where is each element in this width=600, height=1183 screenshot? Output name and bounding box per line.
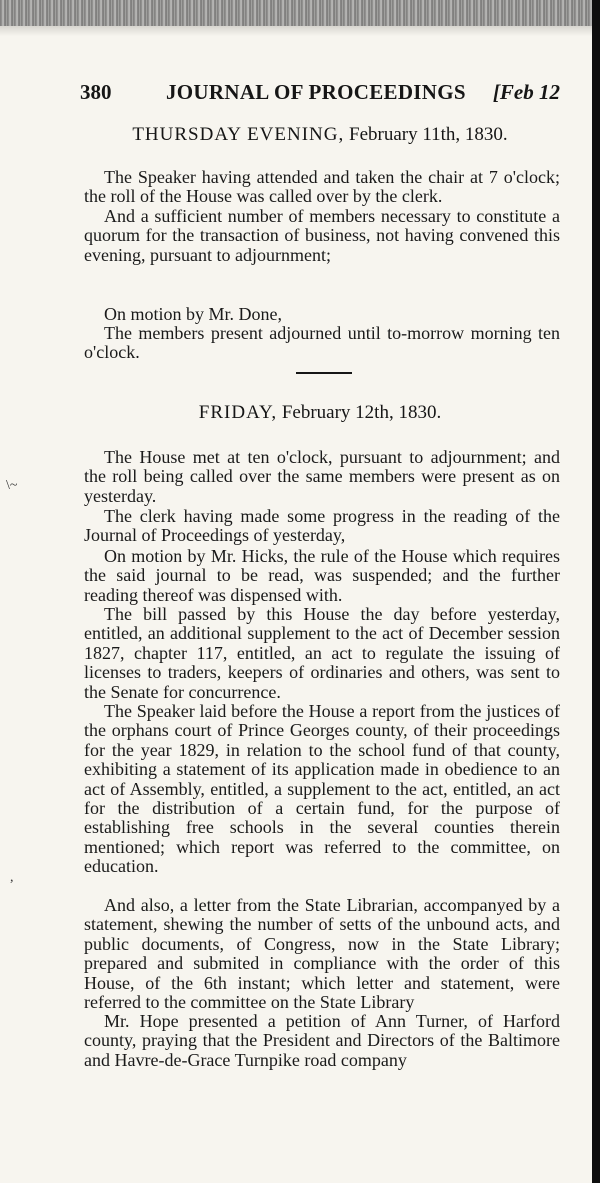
paragraph: The clerk having made some progress in the reading of the Journal of Proceedings of yesterday,: [84, 506, 560, 546]
session-day: THURSDAY EVENING,: [132, 124, 345, 145]
paragraph: The Speaker laid before the House a report from the justices of the orphans court of Prince Georges county, of their proceedings for the year 1829, in relation to the school fund of that county, exhibiting a statement of its application made in obedience to an act of Assembly, entitled, a supplement to the act, entitled, an act for the distribution of a certain fund, for the purpose of establishing free schools in the several counties therein mentioned; which report was referred to the committee, on education.: [84, 701, 560, 877]
running-title: JOURNAL OF PROCEEDINGS: [166, 80, 466, 104]
margin-mark: ,: [10, 870, 14, 885]
paragraph: The Speaker having attended and taken the chair at 7 o'clock; the roll of the House was called over by the clerk.: [84, 167, 560, 207]
paragraph: The House met at ten o'clock, pursuant to adjournment; and the roll being called over the same members were present as on yesterday.: [84, 447, 560, 506]
scan-shadow: [0, 26, 592, 36]
session-date: February 12th, 1830.: [281, 402, 442, 423]
running-date: [Feb 12: [492, 80, 560, 104]
paragraph: And a sufficient number of members necessary to constitute a quorum for the transaction of business, not having convened this evening, pursuant to adjournment;: [84, 206, 560, 265]
paragraph: On motion by Mr. Hicks, the rule of the House which requires the said journal to be read, was suspended; and the further reading thereof was dispensed with.: [84, 546, 560, 605]
session-day: FRIDAY,: [198, 402, 278, 423]
session-date: February 11th, 1830.: [349, 124, 508, 145]
paragraph: On motion by Mr. Done,: [104, 304, 282, 324]
page-number: 380: [80, 80, 112, 104]
running-head: [80, 80, 560, 110]
session-heading-friday: [80, 402, 560, 424]
margin-mark: \~: [6, 478, 18, 493]
paragraph: The bill passed by this House the day before yesterday, entitled, an additional supplement to the act of December session 1827, chapter 117, entitled, an act to regulate the issuing of licenses to traders, keepers of ordinaries and others, was sent to the Senate for concurrence.: [84, 604, 560, 702]
paragraph: Mr. Hope presented a petition of Ann Turner, of Harford county, praying that the President and Directors of the Baltimore and Havre-de-Grace Turnpike road company: [84, 1011, 560, 1070]
section-divider: [296, 372, 352, 374]
session-heading-thursday: [80, 124, 560, 146]
paragraph: The members present adjourned until to-morrow morning ten o'clock.: [84, 323, 560, 363]
paragraph: And also, a letter from the State Librarian, accompanyed by a statement, shewing the number of setts of the unbound acts, and public documents, of Congress, now in the State Library; prepared and submited in compliance with the order of this House, of the 6th instant; which letter and statement, were referred to the committee on the State Library: [84, 895, 560, 1013]
scan-border-right: [592, 0, 600, 1183]
scan-border-top: [0, 0, 592, 26]
